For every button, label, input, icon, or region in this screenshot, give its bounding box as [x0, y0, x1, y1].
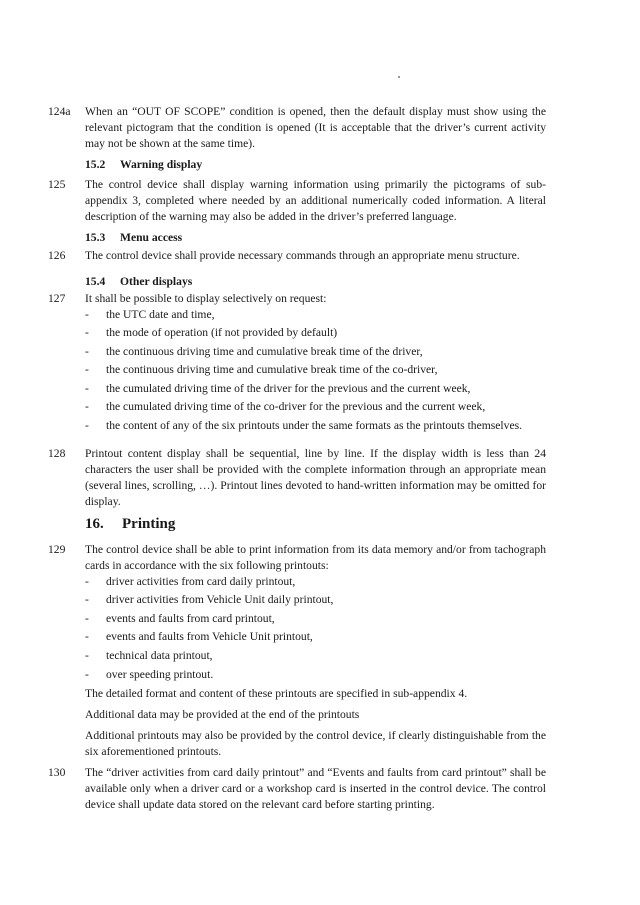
list-dash: - [85, 363, 89, 376]
list-dash: - [85, 575, 89, 588]
section-title: Printing [122, 516, 176, 532]
list-item [85, 592, 546, 608]
paragraph-text: The control device shall display warning information using primarily the pictograms of sub-appendix 3, completed where needed by an additional numerically coded information. A literal description of the warning may also be added in the driver’s preferred language. [85, 178, 546, 223]
paragraph-text: The detailed format and content of these printouts are specified in sub-appendix 4. [85, 687, 468, 700]
list-item-text: events and faults from Vehicle Unit printout, [106, 630, 313, 643]
list-dash: - [85, 630, 89, 643]
list-item [85, 399, 546, 415]
list-item-text: the UTC date and time, [106, 308, 215, 321]
list-item [85, 418, 546, 434]
list-dash: - [85, 345, 89, 358]
list-item-text: the continuous driving time and cumulative break time of the driver, [106, 345, 423, 358]
list-item [85, 344, 546, 360]
paragraph-text: The control device shall be able to print information from its data memory and/or from tachograph cards in accordance with the six following printouts: [85, 543, 546, 572]
paragraph-text: The control device shall provide necessary commands through an appropriate menu structure. [85, 249, 520, 262]
list-dash: - [85, 668, 89, 681]
section-heading-15-4 [85, 274, 192, 290]
paragraph-number: 129 [48, 543, 66, 556]
list-item [85, 629, 546, 645]
list-item-text: driver activities from Vehicle Unit daily printout, [106, 593, 334, 606]
page-mark [398, 76, 400, 78]
paragraph-text: The “driver activities from card daily printout” and “Events and faults from card printout” shall be available only when a driver card or a workshop card is inserted in the control device. The control device shall update data stored on the relevant card before starting printing. [85, 766, 546, 811]
list-item [85, 307, 546, 323]
paragraph-text: Additional data may be provided at the end of the printouts [85, 708, 360, 721]
paragraph-number: 127 [48, 292, 66, 305]
list-item [85, 325, 546, 341]
section-number: 15.2 [85, 158, 106, 171]
paragraph-text: When an “OUT OF SCOPE” condition is opened, then the default display must show using the relevant pictogram that the condition is opened (It is acceptable that the driver’s current activity may not be shown at the same time). [85, 105, 546, 150]
list-item-text: the content of any of the six printouts under the same formats as the printouts themselves. [106, 419, 522, 432]
paragraph-number: 124a [48, 105, 71, 118]
list-item [85, 648, 546, 664]
list-dash: - [85, 612, 89, 625]
section-heading-15-3 [85, 230, 182, 246]
list-dash: - [85, 382, 89, 395]
section-number: 15.3 [85, 231, 106, 244]
paragraph-number: 126 [48, 249, 66, 262]
list-item-text: over speeding printout. [106, 668, 214, 681]
list-item [85, 574, 546, 590]
list-dash: - [85, 419, 89, 432]
section-title: Other displays [120, 275, 193, 288]
list-item [85, 667, 546, 683]
section-title: Warning display [120, 158, 203, 171]
paragraph-text: Additional printouts may also be provided by the control device, if clearly distinguishable from the six aforementioned printouts. [85, 729, 546, 758]
list-dash: - [85, 308, 89, 321]
list-item [85, 362, 546, 378]
list-item-text: technical data printout, [106, 649, 213, 662]
list-dash: - [85, 400, 89, 413]
list-item-text: the continuous driving time and cumulative break time of the co-driver, [106, 363, 438, 376]
list-item-text: the cumulated driving time of the co-driver for the previous and the current week, [106, 400, 486, 413]
list-item-text: driver activities from card daily printout, [106, 575, 296, 588]
section-title: Menu access [120, 231, 183, 244]
section-heading-16 [85, 515, 175, 533]
list-dash: - [85, 326, 89, 339]
section-number: 15.4 [85, 275, 106, 288]
list-item [85, 381, 546, 397]
paragraph-number: 128 [48, 447, 66, 460]
list-dash: - [85, 593, 89, 606]
paragraph-number: 125 [48, 178, 66, 191]
paragraph-text: It shall be possible to display selectively on request: [85, 292, 327, 305]
paragraph-text: Printout content display shall be sequential, line by line. If the display width is less than 24 characters the user shall be provided with the complete information through an appropriate mean (several lines, scrolling, …). Printout lines devoted to hand-written information may be omitted for display. [85, 447, 546, 508]
list-item [85, 611, 546, 627]
section-heading-15-2 [85, 157, 202, 173]
list-item-text: the mode of operation (if not provided by default) [106, 326, 338, 339]
list-item-text: the cumulated driving time of the driver for the previous and the current week, [106, 382, 471, 395]
section-number: 16. [85, 516, 104, 532]
paragraph-number: 130 [48, 766, 66, 779]
list-item-text: events and faults from card printout, [106, 612, 275, 625]
list-dash: - [85, 649, 89, 662]
